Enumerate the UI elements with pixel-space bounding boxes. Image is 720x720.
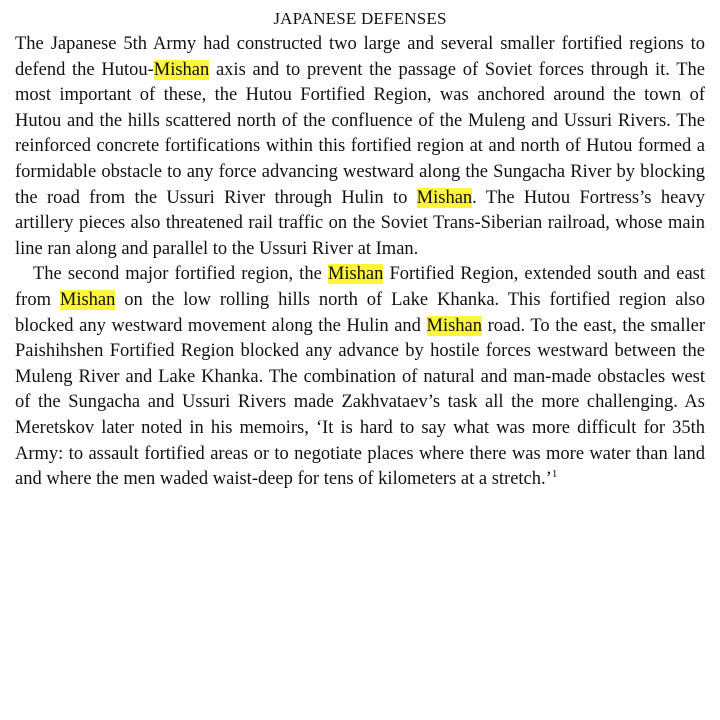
highlighted-term: Mishan (416, 187, 473, 208)
footnote-marker: 1 (551, 467, 558, 480)
text-segment: The Japanese 5th Army had constructed two large and several smaller fortified regions to defend the Hutou- (15, 34, 705, 80)
highlighted-term: Mishan (426, 315, 483, 336)
paragraph-1 (15, 32, 705, 262)
section-heading: JAPANESE DEFENSES (273, 9, 447, 28)
highlighted-term: Mishan (153, 59, 210, 80)
highlighted-term: Mishan (59, 289, 116, 310)
text-segment: The second major fortified region, the (33, 264, 328, 285)
text-segment: . The Hutou Fortress’s heavy artillery pieces also threatened rail traffic on the Soviet Trans-Siberian railroad, whose main line ran along and parallel to the Ussuri River at Iman. (15, 187, 705, 259)
text-segment: road. To the east, the smaller Paishihshen Fortified Region blocked any advance by hostile forces westward between the Muleng River and Lake Khanka. The combination of natural and man-made obstacles west of the Sungacha and Ussuri Rivers made Zakhvataev’s task all the more challenging. As Meretskov later noted in his memoirs, ‘It is hard to say what was more difficult for 35th Army: to assault fortified areas or to negotiate places where there was more water than land and where the men waded waist-deep for tens of kilometers at a stretch.’ (15, 315, 706, 490)
text-segment: on the low rolling hills north of Lake Khanka. This fortified region also blocked any westward movement along the Hulin and (15, 289, 706, 336)
paragraph-2 (15, 262, 705, 492)
text-segment: Fortified Region, extended south and east from (15, 264, 705, 310)
text-segment: axis and to prevent the passage of Soviet forces through it. The most important of these, the Hutou Fortified Region, was anchored around the town of Hutou and the hills scattered north of the confluence of the Muleng and Ussuri Rivers. The reinforced concrete fortifications within this fortified region at and north of Hutou formed a formidable obstacle to any force advancing westward along the Sungacha River by blocking the road from the Ussuri River through Hulin to (15, 59, 705, 208)
highlighted-term: Mishan (327, 264, 384, 285)
